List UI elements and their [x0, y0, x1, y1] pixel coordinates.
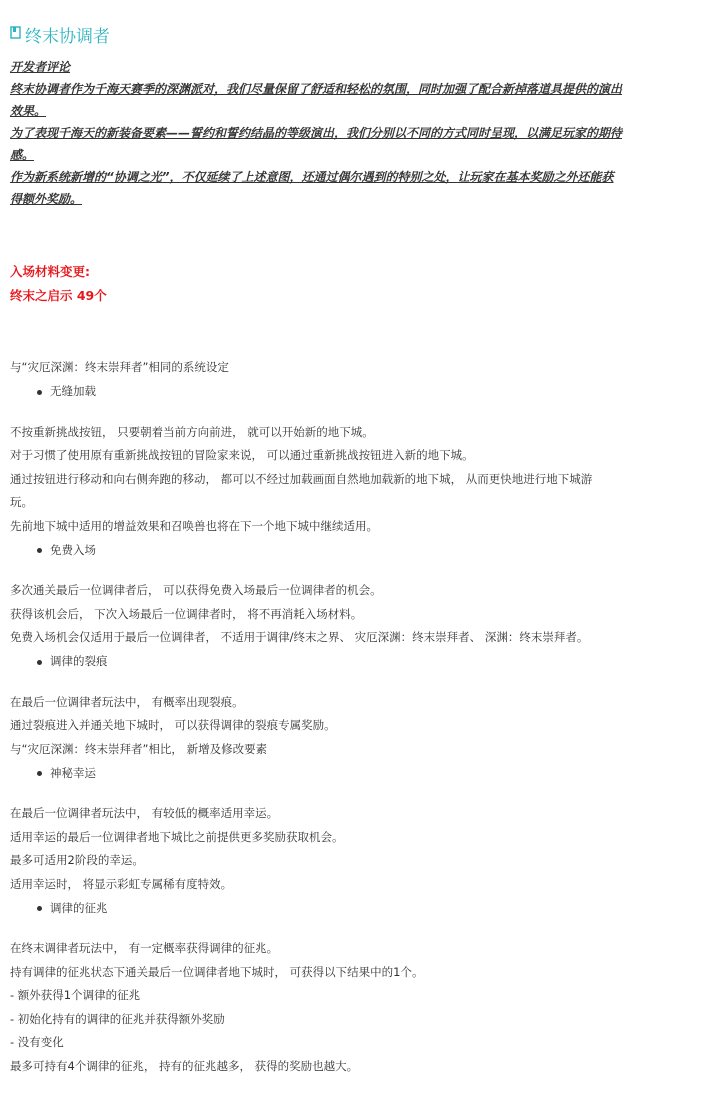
paragraph-line: - 没有变化	[10, 1035, 64, 1049]
bullet-label: 免费入场	[50, 542, 96, 557]
entry-material-value: 终末之启示 49个	[10, 288, 107, 303]
paragraph-line: 对于习惯了使用原有重新挑战按钮的冒险家来说， 可以通过重新挑战按钮进入新的地下城。	[10, 448, 474, 462]
bullet-dot-icon	[37, 660, 42, 665]
bullet-dot-icon	[37, 771, 42, 776]
paragraph-line: 适用幸运时， 将显示彩虹专属稀有度特效。	[10, 876, 233, 891]
bullet-item	[10, 380, 710, 405]
section-heading	[10, 22, 710, 46]
paragraph-line: 免费入场机会仅适用于最后一位调律者， 不适用于调律/终末之界、 灾厄深渊：终末崇拜者、 深渊：终末崇拜者。	[10, 630, 589, 644]
paragraph-line: 获得该机会后， 下次入场最后一位调律者时， 将不再消耗入场材料。	[10, 606, 363, 621]
bullet-item	[10, 896, 710, 921]
developer-comment-line: 终末协调者作为千海天赛季的深渊派对，我们尽量保留了舒适和轻松的氛围，同时加强了配合新掉落道具提供的演出	[10, 82, 623, 96]
paragraph-line: 先前地下城中适用的增益效果和召唤兽也将在下一个地下城中继续适用。	[10, 518, 378, 533]
bullet-label: 神秘幸运	[50, 765, 96, 780]
bullet-item	[10, 538, 710, 563]
paragraph-line: 多次通关最后一位调律者后， 可以获得免费入场最后一位调律者的机会。	[10, 583, 382, 597]
section-tuning-rift	[10, 650, 710, 762]
paragraph-line: 在最后一位调律者玩法中， 有较低的概率适用幸运。	[10, 806, 279, 820]
section-mystic-luck	[10, 761, 710, 896]
developer-comment-line: 效果。	[10, 104, 47, 118]
developer-comment-line: 感。	[10, 148, 35, 162]
paragraph-line: 适用幸运的最后一位调律者地下城比之前提供更多奖励获取机会。	[10, 829, 344, 844]
bullet-dot-icon	[37, 548, 42, 553]
bullet-label: 无缝加载	[50, 384, 96, 399]
developer-comment	[10, 56, 710, 210]
bullet-label: 调律的裂痕	[50, 654, 108, 669]
paragraph-line: - 初始化持有的调律的征兆并获得额外奖励	[10, 1011, 225, 1026]
paragraph-line: 通过裂痕进入并通关地下城时， 可以获得调律的裂痕专属奖励。	[10, 718, 336, 732]
entry-material-change	[10, 260, 710, 308]
paragraph-line: 在终末调律者玩法中， 有一定概率获得调律的征兆。	[10, 941, 279, 955]
bullet-label: 调律的征兆	[50, 900, 108, 915]
entry-material-title: 入场材料变更:	[10, 264, 90, 279]
bullet-dot-icon	[37, 906, 42, 911]
paragraph-line: 不按重新挑战按钮， 只要朝着当前方向前进， 就可以开始新的地下城。	[10, 424, 374, 439]
paragraph-line: 玩。	[10, 495, 33, 509]
developer-comment-line: 为了表现千海天的新装备要素——誓约和誓约结晶的等级演出，我们分别以不同的方式同时呈现，以满足玩家的期待	[10, 126, 623, 140]
paragraph-line: 在最后一位调律者玩法中， 有概率出现裂痕。	[10, 694, 244, 709]
bullet-item	[10, 650, 710, 675]
paragraph-line: 最多可适用2阶段的幸运。	[10, 853, 144, 867]
bullet-item	[10, 761, 710, 786]
bookmark-icon	[10, 25, 22, 39]
paragraph-line: - 额外获得1个调律的征兆	[10, 988, 141, 1002]
intro-text: 与“灾厄深渊：终末崇拜者”相同的系统设定	[10, 360, 229, 374]
paragraph-line: 持有调律的征兆状态下通关最后一位调律者地下城时， 可获得以下结果中的1个。	[10, 964, 424, 979]
developer-comment-line: 得额外奖励。	[10, 192, 83, 206]
section-seamless-loading	[10, 380, 710, 539]
developer-comment-line: 作为新系统新增的“协调之光”，不仅延续了上述意图，还通过偶尔遇到的特别之处，让玩家在基本奖励之外还能获	[10, 170, 614, 184]
bullet-dot-icon	[37, 390, 42, 395]
section-tuning-omen	[10, 896, 710, 1078]
system-intro	[10, 356, 710, 380]
developer-comment-line: 开发者评论	[10, 60, 71, 74]
paragraph-line: 通过按钮进行移动和向右侧奔跑的移动， 都可以不经过加载画面自然地加载新的地下城， 从而更快地进行地下城游	[10, 471, 593, 486]
section-free-entry	[10, 538, 710, 650]
paragraph-line: 与“灾厄深渊：终末崇拜者”相比， 新增及修改要素	[10, 741, 268, 756]
paragraph-line: 最多可持有4个调律的征兆， 持有的征兆越多， 获得的奖励也越大。	[10, 1058, 359, 1073]
section-title: 终末协调者	[25, 26, 110, 47]
